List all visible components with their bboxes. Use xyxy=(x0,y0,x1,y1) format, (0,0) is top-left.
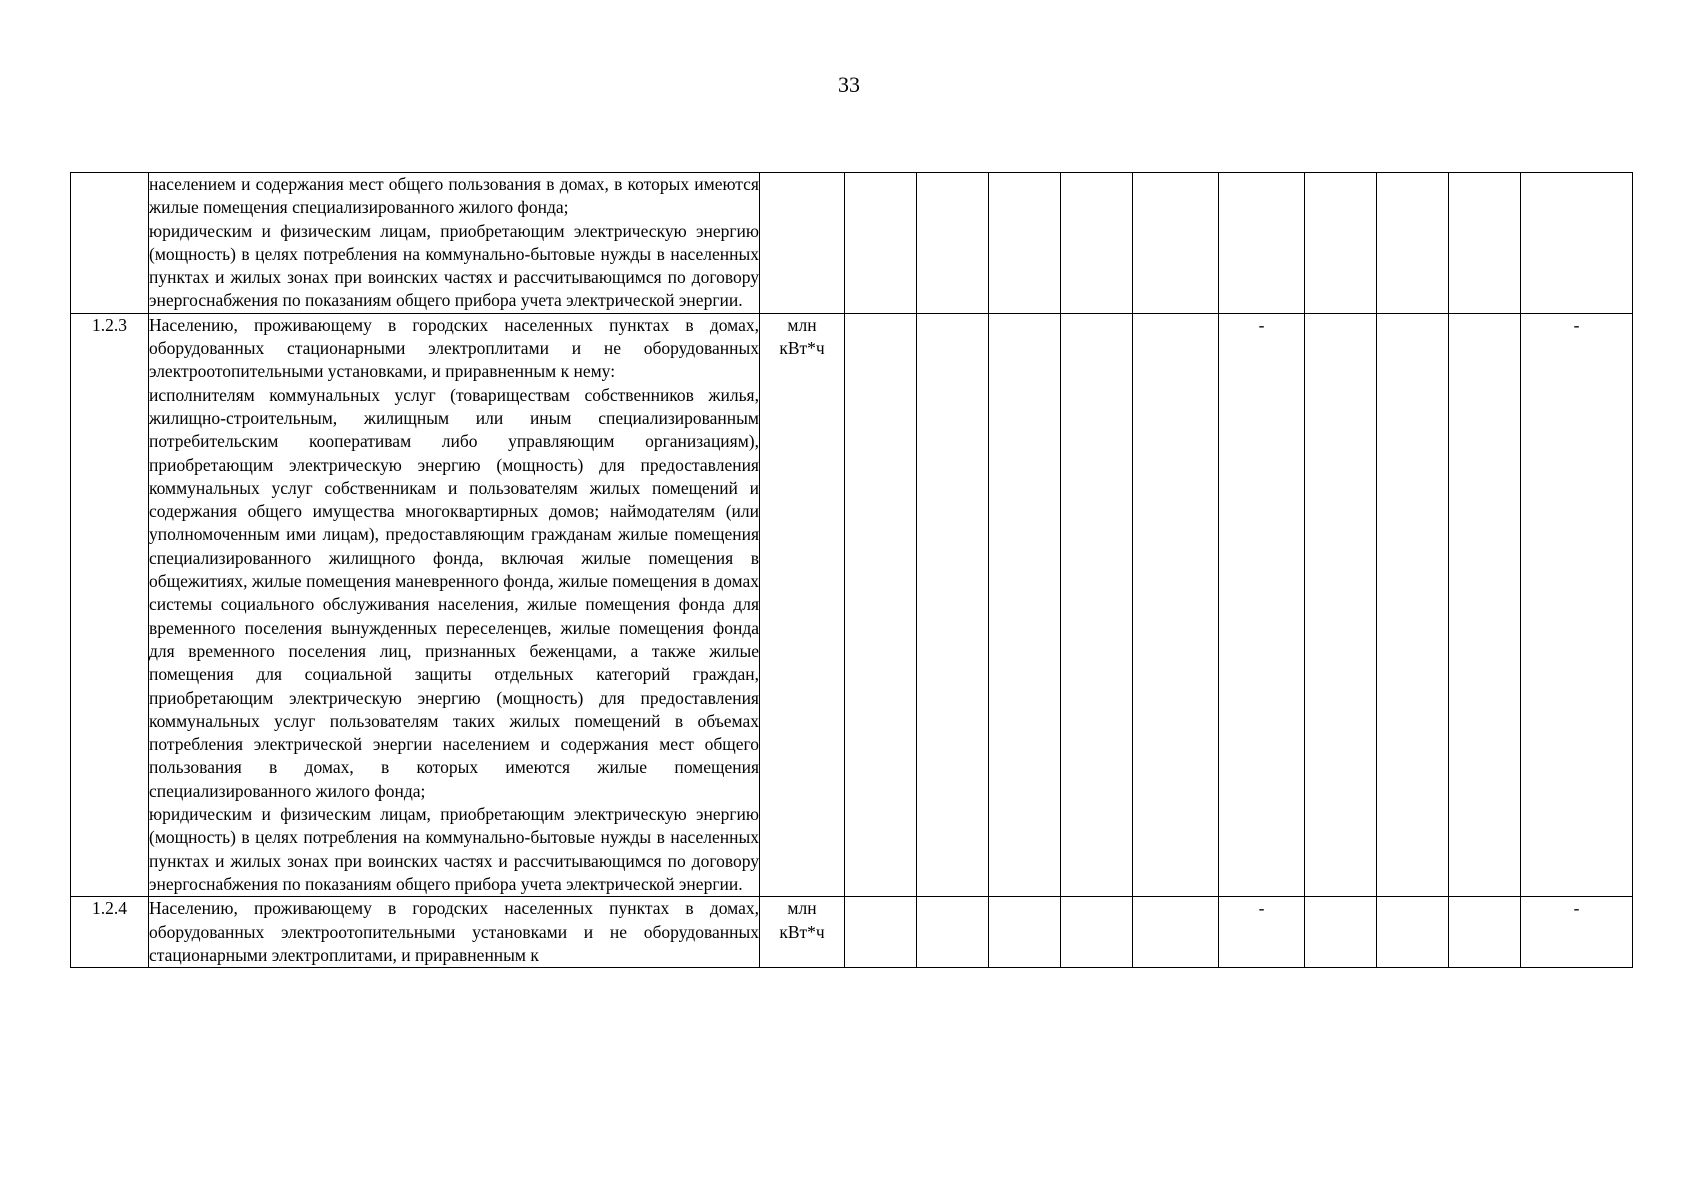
value-cell xyxy=(1305,897,1377,968)
value-cell xyxy=(1305,313,1377,896)
value-cell xyxy=(917,313,989,896)
tariff-table xyxy=(70,172,1633,968)
value-cell xyxy=(1061,897,1133,968)
value-cell xyxy=(845,897,917,968)
value-cell xyxy=(1377,313,1449,896)
value-cell xyxy=(917,897,989,968)
description-paragraph: Населению, проживающему в городских населенных пунктах в домах, оборудованных стационарными электроплитами и не оборудованных электроотопительными установками, и приравненным к нему: xyxy=(149,314,759,382)
table-body xyxy=(71,173,1633,968)
description-cell xyxy=(149,313,760,896)
value-cell xyxy=(1449,897,1521,968)
value-cell xyxy=(917,173,989,314)
description-paragraph: населением и содержания мест общего пользования в домах, в которых имеются жилые помещения специализированного жилого фонда; xyxy=(149,174,759,218)
table-row xyxy=(71,173,1633,314)
row-number-cell xyxy=(71,173,149,314)
description-paragraph: юридическим и физическим лицам, приобретающим электрическую энергию (мощность) в целях потребления на коммунально-бытовые нужды в населенных пунктах и жилых зонах при воинских частях и рассчитывающимся по договору энергоснабжения по показаниям общего прибора учета электрической энергии. xyxy=(149,804,759,894)
page-number: 33 xyxy=(838,72,860,97)
value-cell xyxy=(1449,173,1521,314)
unit-line: кВт*ч xyxy=(779,921,825,942)
value-cell: - xyxy=(1219,897,1305,968)
value-cell xyxy=(1219,173,1305,314)
table-row xyxy=(71,313,1633,896)
description-paragraph: исполнителям коммунальных услуг (товариществам собственников жилья, жилищно-строительным, жилищным или иным специализированным потребительским кооперативам либо управляющим организациям), приобретающим электрическую энергию (мощность) для предоставления коммунальных услуг собственникам и пользователям жилых помещений и содержания общего имущества многоквартирных домов; наймодателям (или уполномоченным ими лицам), предоставляющим гражданам жилые помещения специализированного жилищного фонда, включая жилые помещения в общежитиях, жилые помещения маневренного фонда, жилые помещения в домах системы социального обслуживания населения, жилые помещения фонда для временного поселения вынужденных переселенцев, жилые помещения фонда для временного поселения лиц, признанных беженцами, а также жилые помещения для социальной защиты отдельных категорий граждан, приобретающим электрическую энергию (мощность) для предоставления коммунальных услуг пользователям таких жилых помещений в объемах потребления электрической энергии населением и содержания мест общего пользования в домах, в которых имеются жилые помещения специализированного жилого фонда; xyxy=(149,384,759,801)
value-cell xyxy=(989,313,1061,896)
value-cell xyxy=(1449,313,1521,896)
description-paragraph: Населению, проживающему в городских населенных пунктах в домах, оборудованных электроотопительными установками и не оборудованных стационарными электроплитами, и приравненным к xyxy=(149,898,759,965)
unit-line: кВт*ч xyxy=(779,338,825,359)
value-cell: - xyxy=(1219,313,1305,896)
unit-cell xyxy=(760,173,845,314)
value-cell xyxy=(1377,897,1449,968)
value-cell xyxy=(1305,173,1377,314)
value-cell xyxy=(1133,173,1219,314)
unit-cell xyxy=(760,313,845,896)
value-cell: - xyxy=(1521,897,1633,968)
table-row xyxy=(71,897,1633,968)
row-number-cell: 1.2.4 xyxy=(71,897,149,968)
value-cell xyxy=(1521,173,1633,314)
value-cell xyxy=(1133,313,1219,896)
value-cell xyxy=(1061,173,1133,314)
value-cell xyxy=(1377,173,1449,314)
description-paragraph: юридическим и физическим лицам, приобретающим электрическую энергию (мощность) в целях потребления на коммунально-бытовые нужды в населенных пунктах и жилых зонах при воинских частях и рассчитывающимся по договору энергоснабжения по показаниям общего прибора учета электрической энергии. xyxy=(149,220,759,311)
unit-line: млн xyxy=(787,898,817,919)
value-cell xyxy=(989,173,1061,314)
value-cell xyxy=(1061,313,1133,896)
value-cell xyxy=(989,897,1061,968)
value-cell xyxy=(845,173,917,314)
row-number-cell: 1.2.3 xyxy=(71,313,149,896)
unit-cell xyxy=(760,897,845,968)
value-cell xyxy=(1133,897,1219,968)
unit-line: млн xyxy=(787,314,817,335)
description-cell xyxy=(149,897,760,968)
value-cell xyxy=(845,313,917,896)
description-cell xyxy=(149,173,760,314)
value-cell: - xyxy=(1521,313,1633,896)
